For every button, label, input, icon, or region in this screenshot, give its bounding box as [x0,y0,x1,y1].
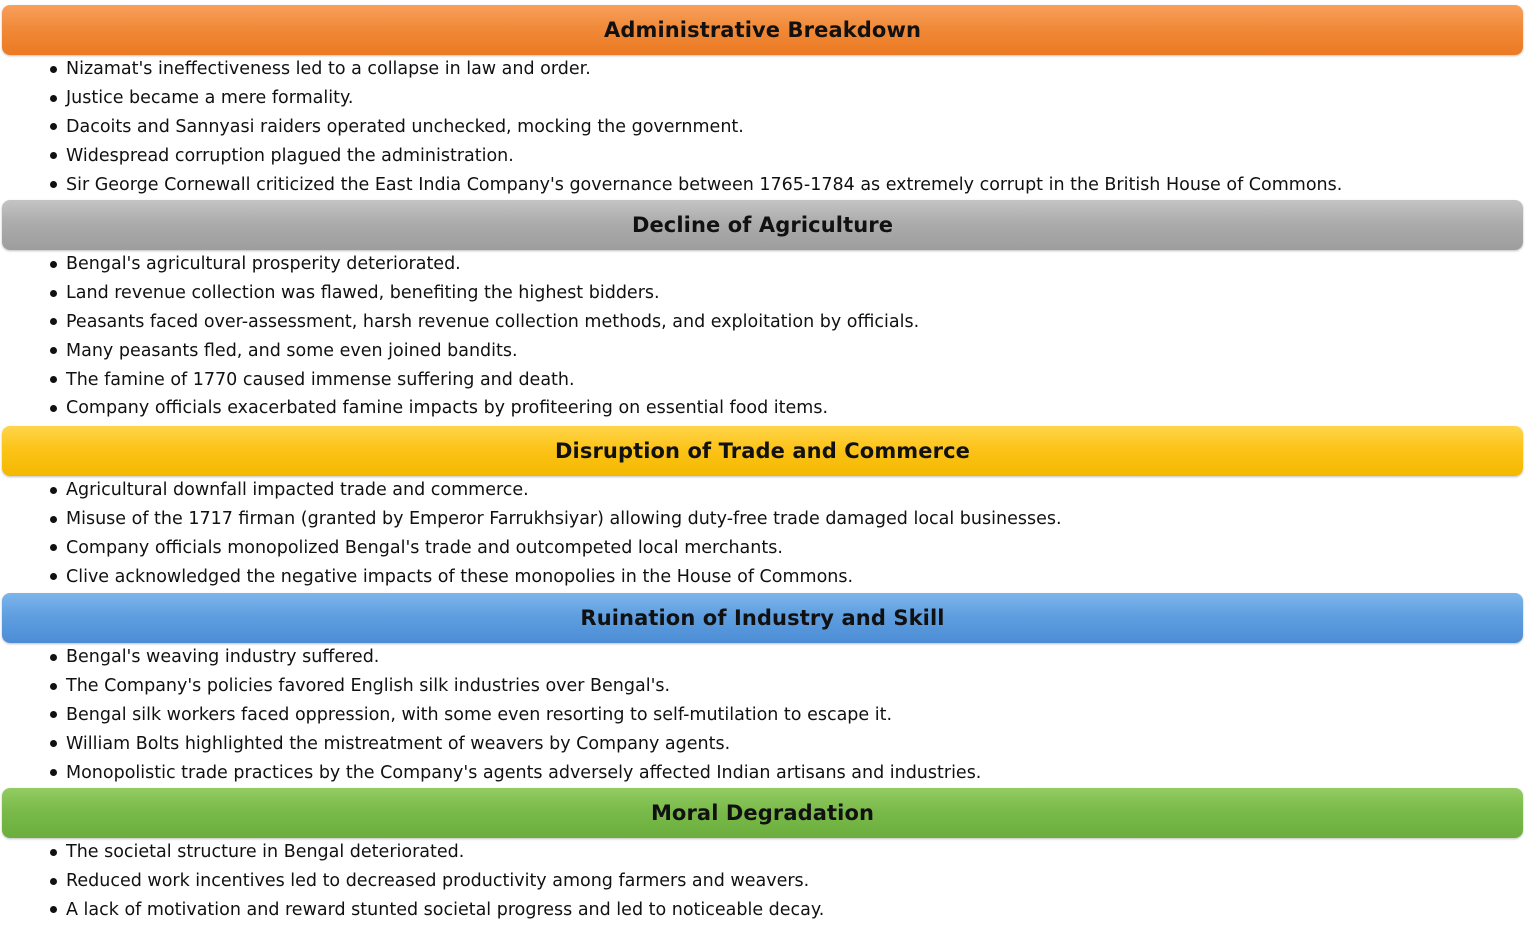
list-item-text: A lack of motivation and reward stunted societal progress and led to noticeable decay. [66,899,825,920]
bullet-icon [50,261,57,268]
bullet-icon [50,487,57,494]
list-item [50,534,1062,563]
list-item [50,250,919,279]
list-item [50,729,981,758]
list-item-text: Sir George Cornewall criticized the East India Company's governance between 1765-1784 as extremely corrupt in the British House of Commons. [66,174,1343,195]
bullet-icon [50,66,57,73]
list-item-text: Misuse of the 1717 firman (granted by Emperor Farrukhsiyar) allowing duty-free trade damaged local businesses. [66,509,1062,530]
section-title: Ruination of Industry and Skill [580,606,945,630]
list-item [50,701,981,730]
list-item [50,308,919,337]
list-item [50,758,981,787]
list-item-text: Land revenue collection was flawed, benefiting the highest bidders. [66,283,660,304]
section-header-administrative-breakdown [2,5,1523,55]
bullet-list-ruination-of-industry [50,643,981,787]
list-item-text: Justice became a mere formality. [66,88,354,109]
bullet-icon [50,711,57,718]
list-item [50,336,919,365]
bullet-icon [50,95,57,102]
section-title: Moral Degradation [650,801,875,825]
bullet-icon [50,654,57,661]
list-item-text: Nizamat's ineffectiveness led to a collapse in law and order. [66,59,591,80]
list-item-text: The Company's policies favored English silk industries over Bengal's. [66,676,671,697]
bullet-icon [50,906,57,913]
list-item-text: The famine of 1770 caused immense suffering and death. [66,369,575,390]
list-item [50,562,1062,591]
list-item [50,867,824,896]
list-item [50,672,981,701]
list-item [50,279,919,308]
section-header-moral-degradation [2,788,1523,838]
list-item-text: Reduced work incentives led to decreased productivity among farmers and weavers. [66,871,810,892]
list-item-text: The societal structure in Bengal deteriorated. [66,842,465,863]
bullet-icon [50,683,57,690]
bullet-icon [50,181,57,188]
bullet-icon [50,376,57,383]
list-item-text: Dacoits and Sannyasi raiders operated unchecked, mocking the government. [66,116,744,137]
bullet-icon [50,849,57,856]
list-item-text: Many peasants fled, and some even joined bandits. [66,340,518,361]
list-item-text: Peasants faced over-assessment, harsh revenue collection methods, and exploitation by officials. [66,311,920,332]
list-item [50,113,1342,142]
list-item [50,896,824,925]
list-item [50,476,1062,505]
bullet-icon [50,405,57,412]
bullet-icon [50,318,57,325]
bullet-icon [50,769,57,776]
bullet-icon [50,573,57,580]
list-item-text: Bengal silk workers faced oppression, with some even resorting to self-mutilation to escape it. [66,704,893,725]
list-item [50,838,824,867]
list-item [50,643,981,672]
section-title: Disruption of Trade and Commerce [555,439,970,463]
list-item [50,505,1062,534]
section-title: Administrative Breakdown [603,18,921,42]
list-item-text: Company officials monopolized Bengal's trade and outcompeted local merchants. [66,537,783,558]
list-item-text: William Bolts highlighted the mistreatment of weavers by Company agents. [66,733,731,754]
bullet-icon [50,544,57,551]
list-item-text: Company officials exacerbated famine impacts by profiteering on essential food items. [66,398,829,419]
bullet-icon [50,347,57,354]
list-item [50,365,919,394]
bullet-icon [50,123,57,130]
bullet-list-moral-degradation [50,838,824,924]
bullet-list-decline-of-agriculture [50,250,919,423]
list-item [50,394,919,423]
bullet-icon [50,878,57,885]
section-header-decline-of-agriculture [2,200,1523,250]
list-item-text: Bengal's weaving industry suffered. [66,647,380,668]
list-item-text: Agricultural downfall impacted trade and commerce. [66,480,529,501]
list-item-text: Monopolistic trade practices by the Company's agents adversely affected Indian artisans and industries. [66,762,982,783]
list-item-text: Widespread corruption plagued the administration. [66,145,514,166]
bullet-icon [50,290,57,297]
bullet-icon [50,516,57,523]
bullet-list-disruption-of-trade [50,476,1062,591]
list-item [50,170,1342,199]
section-header-disruption-of-trade [2,426,1523,476]
section-header-ruination-of-industry [2,593,1523,643]
list-item-text: Clive acknowledged the negative impacts of these monopolies in the House of Commons. [66,566,854,587]
list-item [50,141,1342,170]
bullet-icon [50,152,57,159]
list-item [50,55,1342,84]
bullet-icon [50,740,57,747]
list-item-text: Bengal's agricultural prosperity deteriorated. [66,254,461,275]
list-item [50,84,1342,113]
section-title: Decline of Agriculture [631,213,894,237]
bullet-list-administrative-breakdown [50,55,1342,199]
